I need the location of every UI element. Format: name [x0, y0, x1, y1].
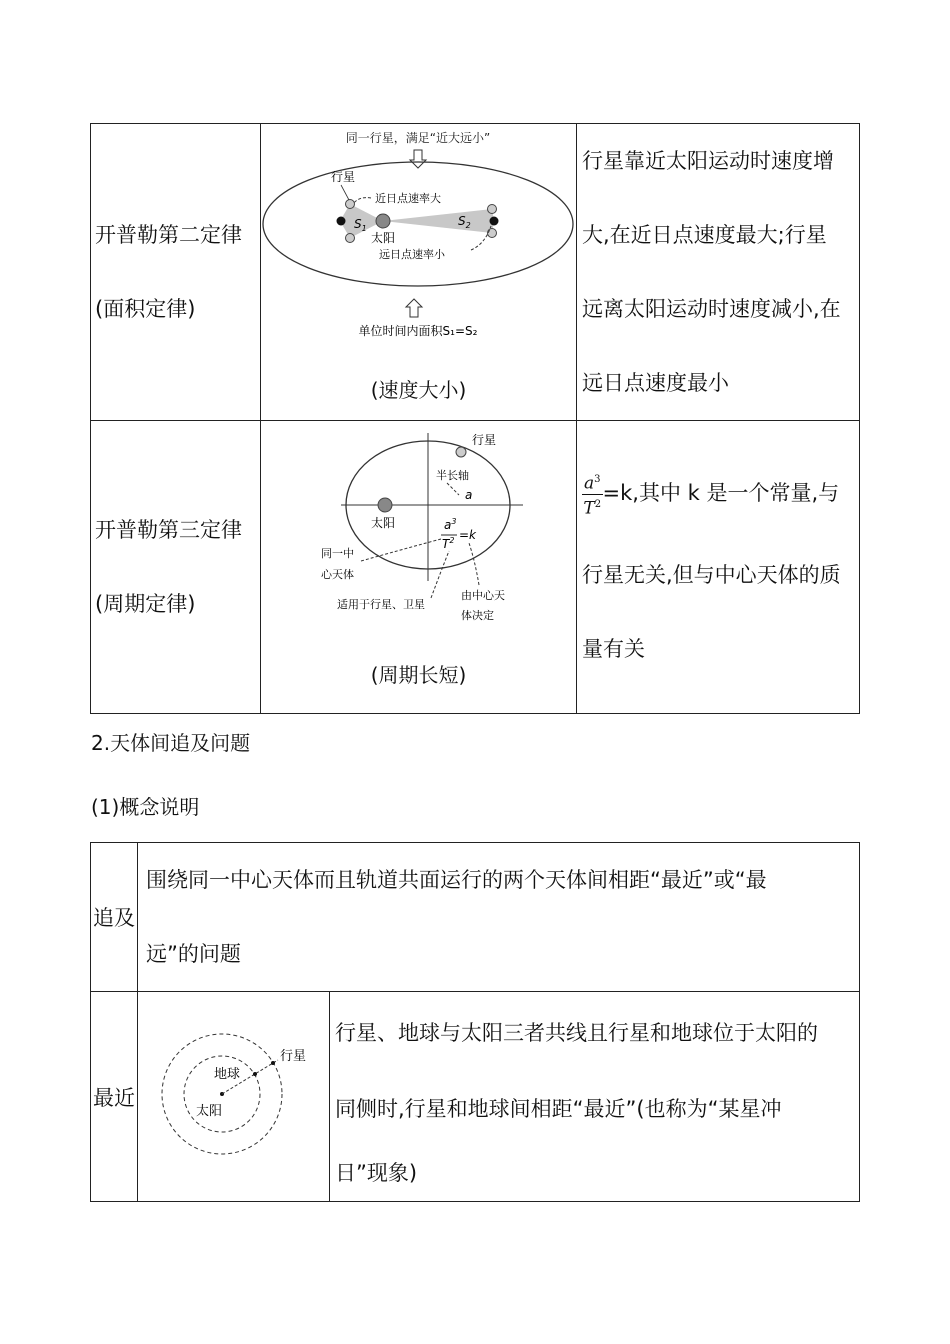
- description-line: 远离太阳运动时速度减小,在: [582, 297, 841, 321]
- perihelion-dot: [337, 217, 346, 226]
- description-line: 大,在近日点速度最大;行星: [582, 223, 827, 247]
- bottom-label: 单位时间内面积S₁=S₂: [358, 324, 478, 338]
- leader-line: [341, 185, 349, 200]
- planet-label: 行星: [280, 1049, 307, 1064]
- third-law-diagram: [261, 421, 576, 659]
- sun-label: 太阳: [196, 1104, 223, 1119]
- earth-dot: [253, 1072, 257, 1076]
- sun-label: 太阳: [370, 231, 396, 245]
- description-line: 远日点速度最小: [582, 371, 729, 395]
- sun-label: 太阳: [371, 516, 396, 530]
- depends-label: 由中心天: [461, 589, 505, 602]
- area-s2: [383, 209, 494, 233]
- row-text-line: 同侧时,行星和地球间相距“最近”(也称为“某星冲: [335, 1096, 782, 1121]
- figure-cell: [138, 992, 330, 1202]
- sun: [378, 498, 392, 512]
- top-label: 同一行星，满足“近大远小”: [345, 131, 491, 145]
- law-name: 开普勒第二定律: [95, 223, 242, 247]
- formula-numerator: $a^3$: [444, 517, 457, 532]
- applies-label: 适用于行星、卫星: [337, 598, 425, 611]
- dashed-arrow: [447, 483, 459, 495]
- figure-cell: [261, 421, 577, 714]
- dashed-arrow: [361, 539, 441, 561]
- planet-dot: [456, 447, 466, 457]
- a-label: a: [465, 488, 473, 502]
- center-body-label: 心天体: [321, 568, 354, 581]
- row-label-cell: [91, 992, 138, 1202]
- row-text-cell: [330, 992, 860, 1202]
- near-speed-label: 近日点速率大: [375, 192, 441, 205]
- dashed-arrow: [431, 551, 449, 598]
- formula-rhs: =k: [459, 528, 477, 542]
- law-name-cell: [91, 124, 261, 421]
- row-label: 最近: [93, 1085, 135, 1110]
- sun: [376, 214, 390, 228]
- law-name: 开普勒第三定律: [95, 518, 242, 542]
- formula-denominator: $T^2$: [442, 536, 455, 551]
- closest-diagram: [138, 992, 329, 1201]
- formula-fraction: $\frac{a^3}{T^2}$: [582, 470, 603, 518]
- second-law-diagram: [261, 124, 576, 374]
- figure-caption: (周期长短): [370, 663, 467, 687]
- table-row: [91, 421, 860, 714]
- law-alias: (面积定律): [95, 297, 196, 321]
- s1-label: $S_1$: [354, 217, 367, 233]
- depends-label: 体决定: [461, 609, 494, 622]
- figure-cell: [261, 124, 577, 421]
- row-text-line: 围绕同一中心天体而且轨道共面运行的两个天体间相距“最近”或“最: [146, 868, 767, 892]
- table-row: [91, 992, 860, 1202]
- planet-label: 行星: [472, 433, 497, 447]
- s2-label: $S_2$: [458, 214, 471, 230]
- dashed-arrow: [469, 543, 479, 585]
- up-arrow-icon: [406, 299, 422, 317]
- law-alias: (周期定律): [95, 592, 196, 616]
- aphelion-dot: [490, 217, 499, 226]
- row-text-line: 日”现象): [335, 1160, 418, 1185]
- planet-dot: [271, 1061, 275, 1065]
- row-text-line: 行星、地球与太阳三者共线且行星和地球位于太阳的: [335, 1020, 818, 1045]
- row-text-cell: [138, 843, 860, 992]
- planet-dot: [488, 205, 497, 214]
- description-line: 行星靠近太阳运动时速度增: [582, 149, 834, 173]
- law-name-cell: [91, 421, 261, 714]
- subsection-title: (1)概念说明: [91, 795, 200, 819]
- description-cell: [577, 124, 860, 421]
- dashed-arrow: [353, 198, 371, 204]
- planet-dot: [488, 229, 497, 238]
- planet-label: 行星: [331, 170, 356, 184]
- description-cell: [577, 421, 860, 714]
- row-label: 追及: [93, 906, 135, 930]
- semi-major-label: 半长轴: [436, 469, 469, 482]
- description-line: 行星无关,但与中心天体的质: [582, 563, 841, 587]
- kepler-laws-table: [90, 123, 860, 714]
- section-title: 2.天体间追及问题: [91, 731, 251, 755]
- row-text-line: 远”的问题: [146, 942, 241, 966]
- down-arrow-icon: [410, 150, 426, 168]
- row-label-cell: [91, 843, 138, 992]
- chase-concept-table: [90, 842, 860, 1202]
- center-body-label: 同一中: [321, 547, 354, 560]
- figure-caption: (速度大小): [370, 378, 467, 402]
- description-line: $\frac{a^3}{T^2}$ =k,其中 k 是一个常量,与: [577, 448, 859, 538]
- earth-label: 地球: [214, 1067, 241, 1082]
- description-line: 量有关: [582, 637, 645, 661]
- planet-dot: [346, 200, 355, 209]
- table-row: [91, 843, 860, 992]
- table-row: [91, 124, 860, 421]
- far-speed-label: 远日点速率小: [379, 248, 445, 261]
- planet-dot: [346, 234, 355, 243]
